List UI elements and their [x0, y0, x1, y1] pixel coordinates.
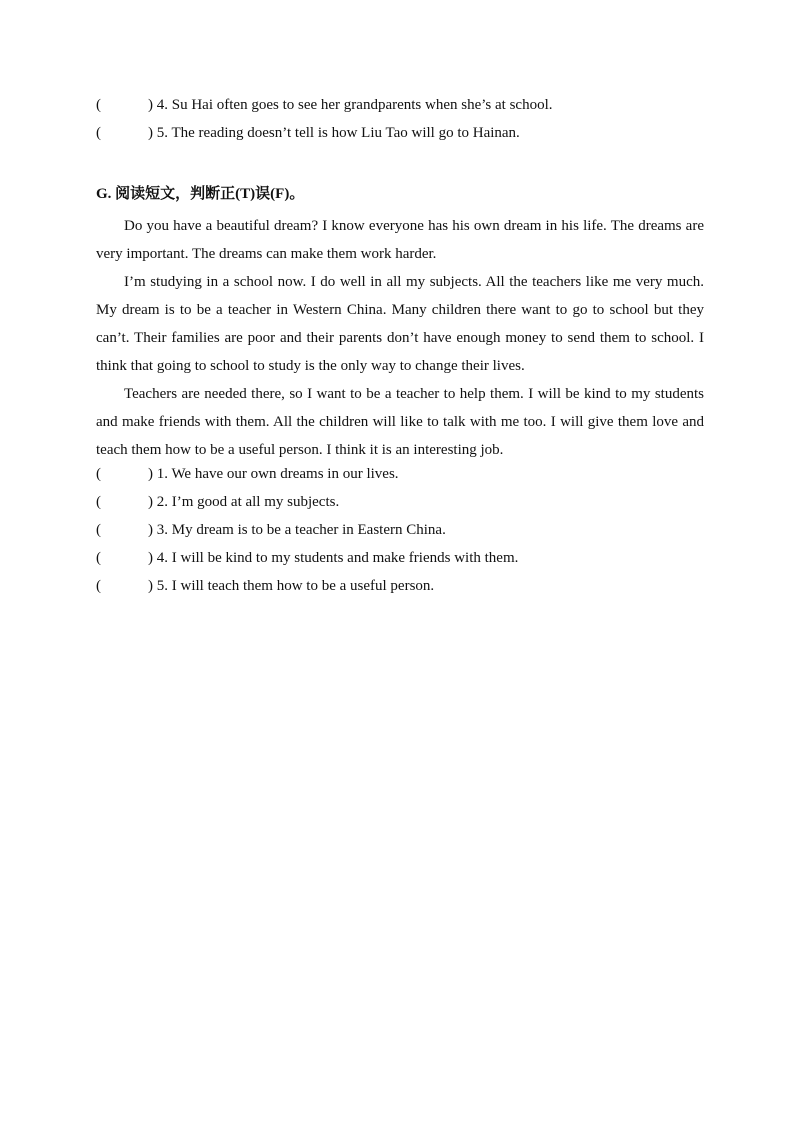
- prev-question-4: [96, 95, 716, 115]
- prev-question-5: [96, 123, 716, 143]
- answer-bracket-close: ): [148, 550, 153, 566]
- answer-bracket-open: (: [96, 466, 101, 482]
- g-question-5: [96, 576, 716, 596]
- answer-bracket-close: ): [148, 125, 153, 141]
- answer-bracket-close: ): [148, 466, 153, 482]
- answer-bracket-close: ): [148, 578, 153, 594]
- question-text: 1. We have our own dreams in our lives.: [156, 466, 399, 482]
- answer-bracket-open: (: [96, 550, 101, 566]
- answer-bracket-open: (: [96, 522, 101, 538]
- g-question-3: [96, 520, 716, 540]
- answer-bracket-open: (: [96, 494, 101, 510]
- question-text: 5. The reading doesn’t tell is how Liu Tao will go to Hainan.: [156, 125, 520, 141]
- answer-bracket-open: (: [96, 578, 101, 594]
- answer-bracket-close: ): [148, 97, 153, 113]
- answer-bracket-open: (: [96, 125, 101, 141]
- question-text: 5. I will teach them how to be a useful person.: [156, 578, 435, 594]
- answer-bracket-open: (: [96, 97, 101, 113]
- passage-paragraph-1: Do you have a beautiful dream? I know everyone has his own dream in his life. The dreams are very important. The dreams can make them work harder.: [96, 218, 704, 262]
- question-text: 3. My dream is to be a teacher in Eastern China.: [156, 522, 446, 538]
- question-text: 4. Su Hai often goes to see her grandparents when she’s at school.: [156, 97, 553, 113]
- answer-bracket-close: ): [148, 494, 153, 510]
- g-question-2: [96, 492, 716, 512]
- g-question-1: [96, 464, 716, 484]
- passage-paragraph-3: Teachers are needed there, so I want to be a teacher to help them. I will be kind to my students and make friends with them. All the children will like to talk with me too. I will give them love and teach them how to be a useful person. I think it is an interesting job.: [96, 386, 704, 458]
- answer-bracket-close: ): [148, 522, 153, 538]
- question-text: 4. I will be kind to my students and make friends with them.: [156, 550, 519, 566]
- section-g-heading: G. 阅读短文，判断正(T)误(F)。: [96, 186, 305, 202]
- passage-paragraph-2: I’m studying in a school now. I do well in all my subjects. All the teachers like me very much. My dream is to be a teacher in Western China. Many children there want to go to school but they can’t. Their families are poor and their parents don’t have enough money to send them to school. I think that going to school to study is the only way to change their lives.: [96, 274, 704, 374]
- reading-passage: [96, 212, 704, 464]
- g-question-4: [96, 548, 716, 568]
- question-text: 2. I’m good at all my subjects.: [156, 494, 340, 510]
